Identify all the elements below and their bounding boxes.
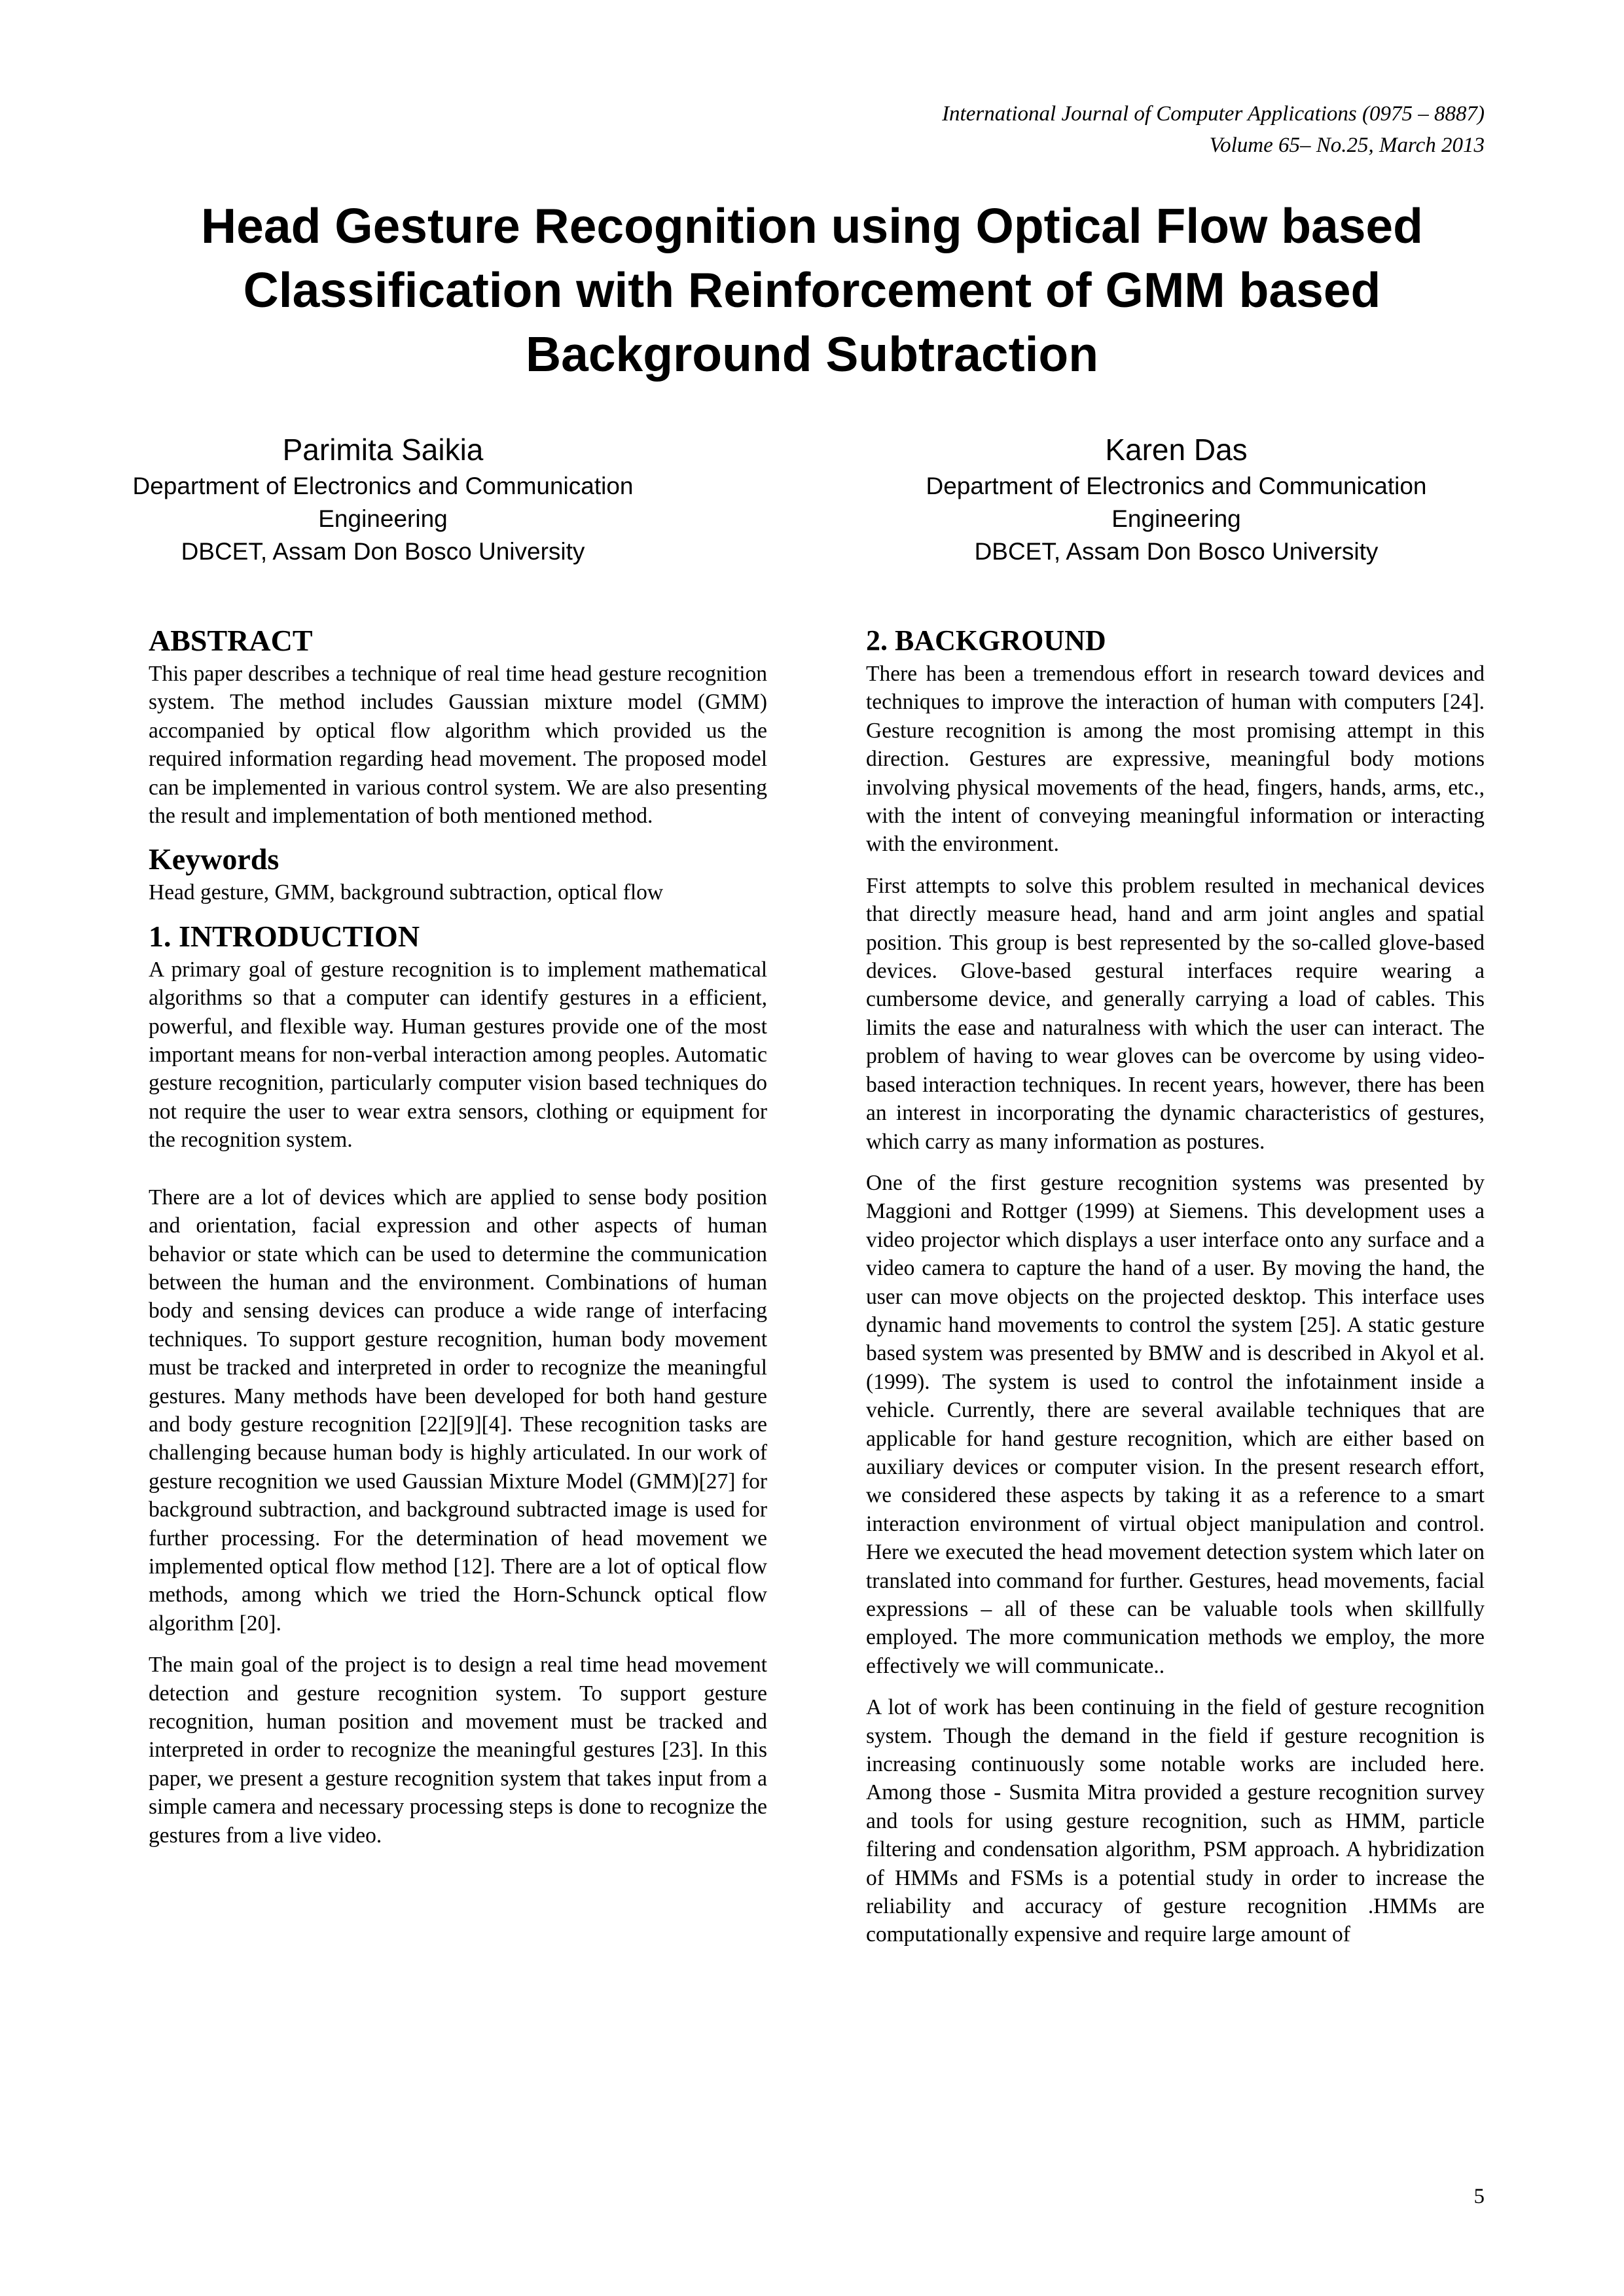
background-heading: 2. BACKGROUND [866,624,1106,656]
journal-name: International Journal of Computer Applications (0975 – 8887) [942,102,1485,126]
background-paragraph-1: There has been a tremendous effort in research toward devices and techniques to improve the interaction of human with computers [24]. Gesture recognition is among the most promising attempt in this direction. Gestures are expressive, meaningful body motions involving physical movements of the head, fingers, hands, arms, etc., with the intent of conveying meaningful information or interacting with the environment. [866,662,1485,857]
author-department: Department of Electronics and Communication [132,473,634,499]
introduction-paragraph-3: The main goal of the project is to design a real time head movement detection and gesture recognition system. To support gesture recognition, human position and movement must be tracked and interpreted in order to recognize the meaningful gestures [23]. In this paper, we present a gesture recognition system that takes input from a simple camera and necessary processing steps is done to recognize the gestures from a live video. [149,1653,767,1848]
left-column [149,623,767,1850]
author-name: Karen Das [1105,433,1248,467]
title-line-3: Background Subtraction [525,327,1099,382]
abstract-heading: ABSTRACT [149,624,313,657]
author-name: Parimita Saikia [282,433,484,467]
title-line-1: Head Gesture Recognition using Optical Flow based [201,198,1423,253]
page-number: 5 [1473,2185,1485,2208]
introduction-paragraph-2: There are a lot of devices which are applied to sense body position and orientation, facial expression and other aspects of human behavior or state which can be used to determine the communication between the human and the environment. Combinations of human body and sensing devices can produce a wide range of interfacing techniques. To support gesture recognition, human body movement must be tracked and interpreted in order to recognize the meaningful gestures. Many methods have been developed for both hand gesture and body gesture recognition [22][9][4]. These recognition tasks are challenging because human body is highly articulated. In our work of gesture recognition we used Gaussian Mixture Model (GMM)[27] for background subtraction, and background subtracted image is used for further processing. For the determination of head movement we implemented optical flow method [12]. There are a lot of optical flow methods, among which we tried the Horn-Schunck optical flow algorithm [20]. [149,1185,767,1636]
background-paragraph-3: One of the first gesture recognition systems was presented by Maggioni and Rottger (1999) at Siemens. This development uses a video projector which displays a user interface onto any surface and a video camera to capture the hand of a user. By moving the hand, the user can move objects on the projected desktop. This interface uses dynamic hand movements to control the system [25]. A static gesture based system was presented by BMW and is described in Akyol et al. (1999). The system is used to control the infotainment inside a vehicle. Currently, there are several available techniques that are applicable for hand gesture recognition, which are either based on auxiliary devices or computer vision. In the present research effort, we considered these aspects by taking it as a reference to a smart interaction environment of virtual object manipulation and control. Here we executed the head movement detection system which later on translated into command for further. Gestures, head movements, facial expressions – all of these can be valuable tools when skillfully employed. The more communication methods we employ, the more effectively we will communicate.. [866,1170,1485,1678]
keywords-heading: Keywords [149,842,280,876]
introduction-paragraph-1: A primary goal of gesture recognition is to implement mathematical algorithms so that a computer can identify gestures in a efficient, powerful, and flexible way. Human gestures provide one of the most important means for non-verbal interaction among peoples. Automatic gesture recognition, particularly computer vision based techniques do not require the user to wear extra sensors, clothing or equipment for the recognition system. [149,957,767,1153]
background-paragraph-2: First attempts to solve this problem resulted in mechanical devices that directly measure head, hand and arm joint angles and spatial position. This group is best represented by the so-called glove-based devices. Glove-based gestural interfaces require wearing a cumbersome device, and generally carrying a load of cables. This limits the ease and naturalness with which the user can interact. The problem of having to wear gloves can be overcome by using video-based interaction techniques. In recent years, however, there has been an interest in incorporating the dynamic characteristics of gestures, which carry as many information as postures. [866,873,1485,1154]
journal-volume: Volume 65– No.25, March 2013 [1209,134,1485,157]
keywords-text: Head gesture, GMM, background subtraction, optical flow [149,880,664,905]
right-column [866,623,1485,1949]
author-affiliation: DBCET, Assam Don Bosco University [181,538,585,565]
background-paragraph-4: A lot of work has been continuing in the field of gesture recognition system. Though the demand in the field if gesture recognition is increasing continuously some notable works are included here. Among those - Susmita Mitra provided a gesture recognition survey and tools for using gesture recognition, such as HMM, particle filtering and condensation algorithm, PSM approach. A hybridization of HMMs and FSMs is a potential study in order to increase the reliability and accuracy of gesture recognition .HMMs are computationally expensive and require large amount of [866,1695,1485,1947]
author-affiliation: DBCET, Assam Don Bosco University [974,538,1379,565]
author-block-2 [849,429,1504,568]
author-department-cont: Engineering [318,505,448,532]
journal-header [942,98,1485,161]
title-line-2: Classification with Reinforcement of GMM based [243,262,1381,317]
author-department-cont: Engineering [1111,505,1241,532]
abstract-text: This paper describes a technique of real time head gesture recognition system. The method includes Gaussian mixture model (GMM) accompanied by optical flow algorithm which provided us the required information regarding head movement. The proposed model can be implemented in various control system. We are also presenting the result and implementation of both mentioned method. [149,662,767,829]
introduction-heading: 1. INTRODUCTION [149,919,420,953]
author-department: Department of Electronics and Communication [926,473,1427,499]
paper-title [144,194,1480,386]
author-block-1 [56,429,710,568]
